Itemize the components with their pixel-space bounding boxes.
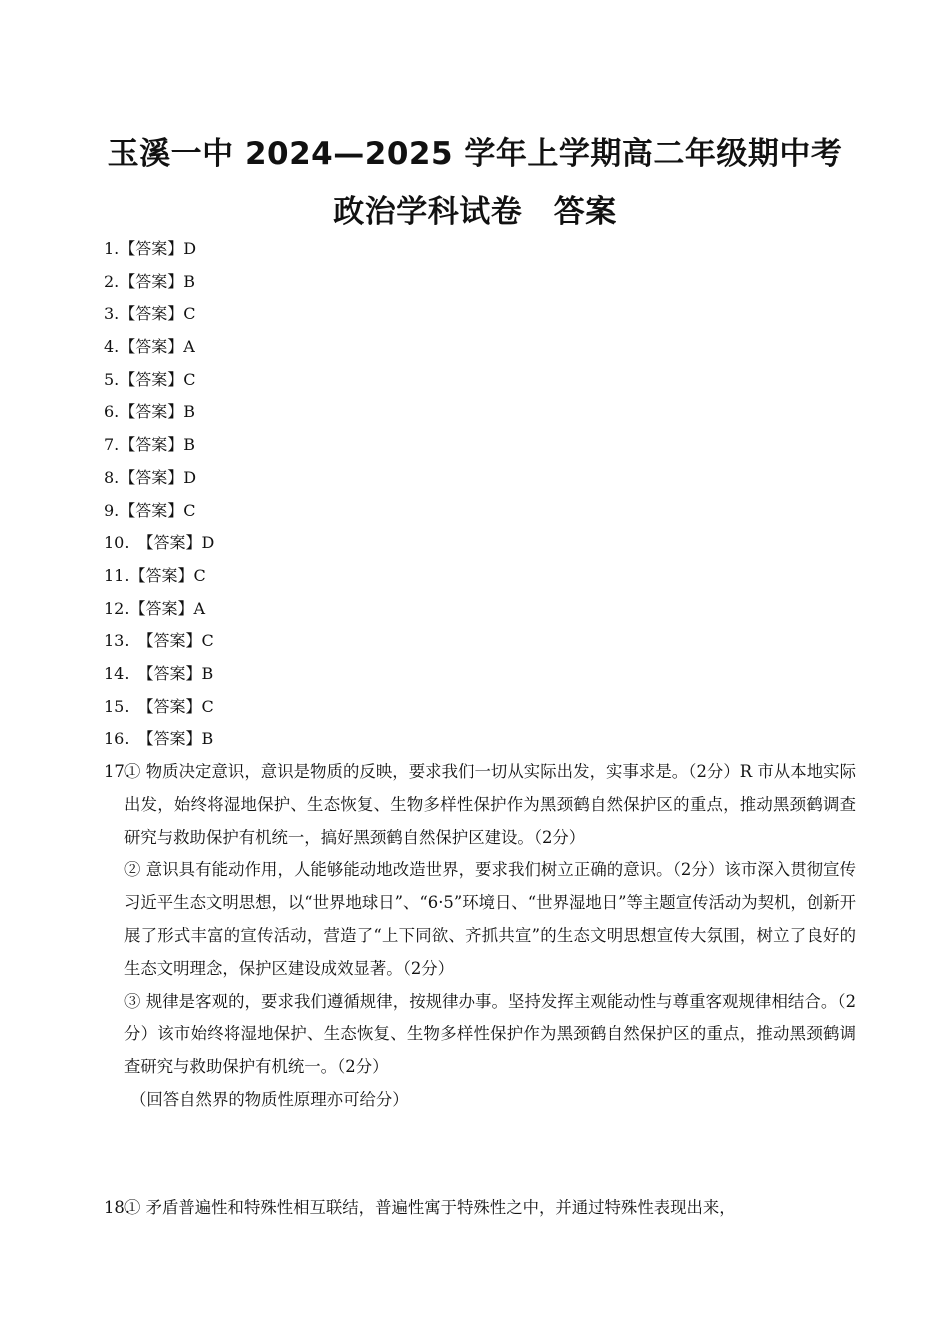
q18-point-1: ① 矛盾普遍性和特殊性相互联结，普遍性寓于特殊性之中，并通过特殊性表现出来， <box>124 1198 736 1217</box>
answer-label: 【答案】 <box>119 271 184 291</box>
question-number: 6. <box>104 402 120 422</box>
answer-item <box>104 593 214 626</box>
answer-label: 【答案】 <box>137 696 202 716</box>
question-number: 13. <box>104 631 130 651</box>
answer-item <box>104 560 214 593</box>
answer-item <box>104 462 214 495</box>
question-number: 11. <box>104 565 130 585</box>
answer-item <box>104 429 214 462</box>
question-number: 8. <box>104 467 120 487</box>
answer-item <box>104 266 214 299</box>
question-number: 15. <box>104 696 130 716</box>
answer-value: A <box>183 337 195 357</box>
answer-item <box>104 364 214 397</box>
answer-label: 【答案】 <box>129 565 194 585</box>
question-17-answer <box>104 756 856 1117</box>
question-number: 1. <box>104 239 120 258</box>
answer-item <box>104 658 214 691</box>
question-number: 17. <box>104 762 131 781</box>
answer-value: D <box>183 467 197 487</box>
answer-label: 【答案】 <box>137 631 202 651</box>
answer-label: 【答案】 <box>119 337 184 357</box>
answer-value: D <box>183 239 197 258</box>
answer-item <box>104 396 214 429</box>
question-number: 4. <box>104 337 120 357</box>
answer-label: 【答案】 <box>137 663 202 683</box>
question-number: 12. <box>104 598 130 618</box>
question-number: 10. <box>104 533 130 553</box>
answer-item <box>104 298 214 331</box>
answer-value: C <box>183 500 196 520</box>
question-number: 5. <box>104 369 120 389</box>
answer-item <box>104 233 214 266</box>
q17-grading-note: （回答自然界的物质性原理亦可给分） <box>130 1089 409 1109</box>
answer-item <box>104 527 214 560</box>
question-number: 16. <box>104 729 130 749</box>
answer-value: D <box>201 533 215 553</box>
answer-item <box>104 495 214 528</box>
answer-label: 【答案】 <box>119 435 184 455</box>
document-title-line-1: 玉溪一中 2024—2025 学年上学期高二年级期中考 <box>107 136 843 172</box>
question-number: 14. <box>104 663 130 683</box>
answer-label: 【答案】 <box>137 533 202 553</box>
answer-item <box>104 331 214 364</box>
answer-value: B <box>201 729 214 749</box>
answer-label: 【答案】 <box>137 729 202 749</box>
question-18-answer <box>104 1192 856 1225</box>
answer-label: 【答案】 <box>119 304 184 324</box>
answer-value: B <box>183 402 196 422</box>
answer-value: C <box>201 696 214 716</box>
question-number: 3. <box>104 304 120 324</box>
question-number: 7. <box>104 435 120 455</box>
answer-value: B <box>183 271 196 291</box>
q17-point-1: ① 物质决定意识，意识是物质的反映，要求我们一切从实际出发，实事求是。（2分）R 市从本地实际出发，始终将湿地保护、生态恢复、生物多样性保护作为黑颈鹤自然保护区的重点，推动黑颈鹤调查研究与救助保护有机统一，搞好黑颈鹤自然保护区建设。（2分） <box>124 762 856 847</box>
answer-label: 【答案】 <box>119 402 184 422</box>
answer-value: C <box>201 631 214 651</box>
question-number: 18. <box>104 1198 131 1217</box>
question-number: 9. <box>104 500 120 520</box>
answer-label: 【答案】 <box>119 500 184 520</box>
answer-value: A <box>193 598 206 618</box>
answer-item <box>104 625 214 658</box>
answer-label: 【答案】 <box>119 467 184 487</box>
answer-list <box>104 233 214 756</box>
document-title-line-2: 政治学科试卷 答案 <box>333 194 617 230</box>
answer-label: 【答案】 <box>129 598 194 618</box>
answer-value: B <box>201 663 214 683</box>
answer-item <box>104 723 214 756</box>
q17-point-3: ③ 规律是客观的，要求我们遵循规律，按规律办事。坚持发挥主观能动性与尊重客观规律相结合。（2分）该市始终将湿地保护、生态恢复、生物多样性保护作为黑颈鹤自然保护区的重点，推动黑颈鹤调查研究与救助保护有机统一。（2分） <box>124 991 856 1077</box>
answer-value: B <box>183 435 196 455</box>
answer-label: 【答案】 <box>119 239 184 258</box>
question-number: 2. <box>104 271 120 291</box>
answer-label: 【答案】 <box>119 369 184 389</box>
q17-point-2: ② 意识具有能动作用，人能够能动地改造世界，要求我们树立正确的意识。（2分）该市深入贯彻宣传习近平生态文明思想，以“世界地球日”、“6·5”环境日、“世界湿地日”等主题宣传活动为契机，创新开展了形式丰富的宣传活动，营造了“上下同欲、齐抓共宣”的生态文明思想宣传大氛围，树立了良好的生态文明理念，保护区建设成效显著。（2分） <box>124 860 856 978</box>
answer-value: C <box>183 369 196 389</box>
answer-value: C <box>183 304 196 324</box>
answer-value: C <box>193 565 206 585</box>
answer-item <box>104 691 214 724</box>
